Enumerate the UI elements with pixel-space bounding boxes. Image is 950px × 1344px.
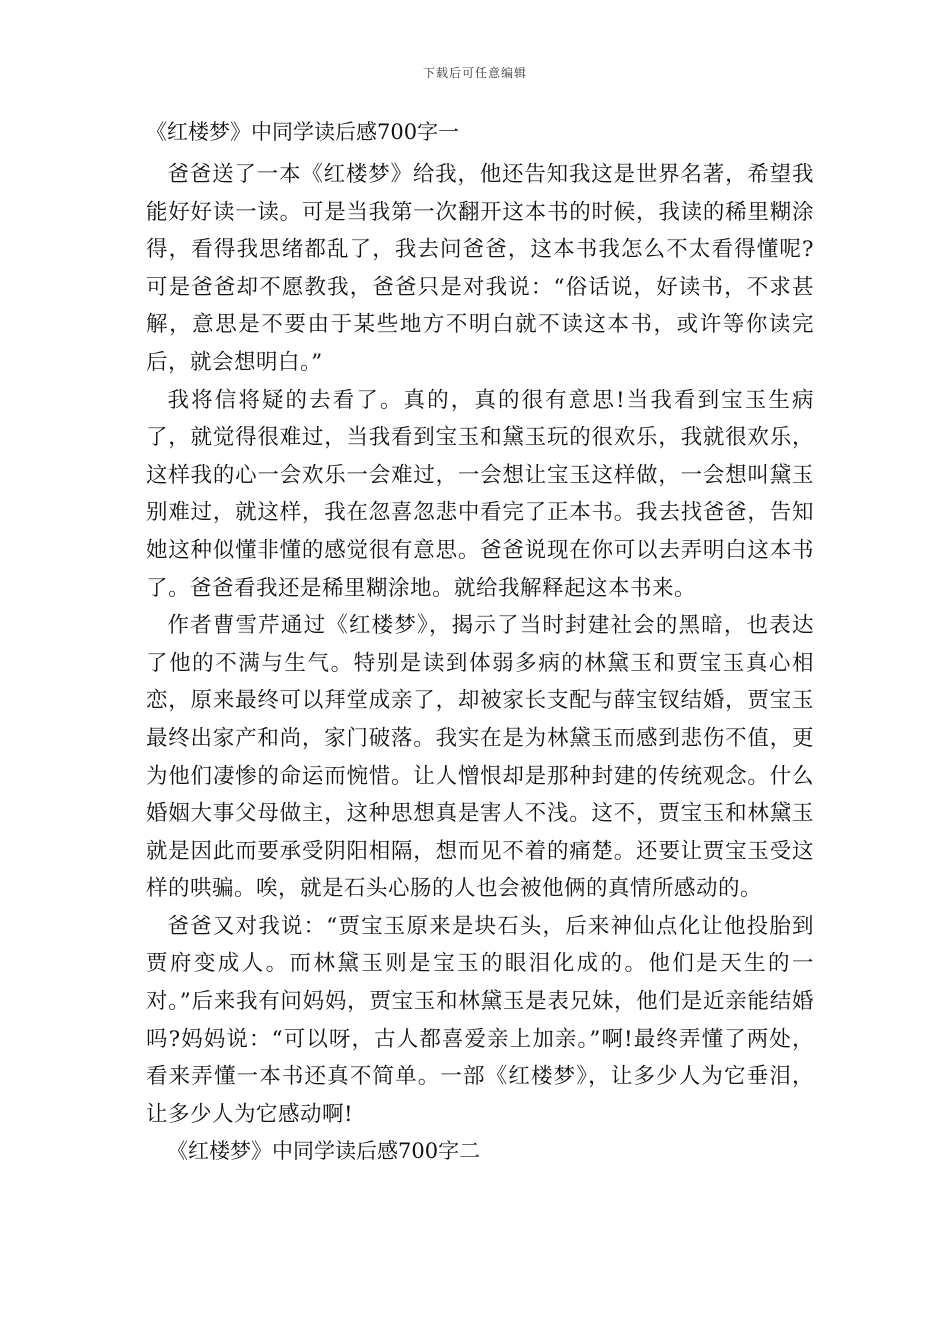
paragraph-3: 作者曹雪芹通过《红楼梦》，揭示了当时封建社会的黑暗，也表达了他的不满与生气。特别是读到体弱多病的林黛玉和贾宝玉真心相恋，原来最终可以拜堂成亲了，却被家长支配与薛宝钗结婚，贾宝玉最终出家产和尚，家门破落。我实在是为林黛玉而感到悲伤不值，更为他们凄惨的命运而惋惜。让人憎恨却是那种封建的传统观念。什么婚姻大事父母做主，这种思想真是害人不浅。这不，贾宝玉和林黛玉就是因此而要承受阴阳相隔，想而见不着的痛楚。还要让贾宝玉受这样的哄骗。唉，就是石头心肠的人也会被他俩的真情所感动的。 [146,613,814,902]
document-body [146,116,814,1170]
essay-title: 《红楼梦》中同学读后感700字一 [146,120,460,144]
next-essay-title: 《红楼梦》中同学读后感700字二 [167,1139,481,1164]
paragraph-4: 爸爸又对我说：“贾宝玉原来是块石头，后来神仙点化让他投胎到贾府变成人。而林黛玉则是宝玉的眼泪化成的。他们是天生的一对。”后来我有问妈妈，贾宝玉和林黛玉是表兄妹，他们是近亲能结婚吗?妈妈说：“可以呀，古人都喜爱亲上加亲。”啊!最终弄懂了两处，看来弄懂一本书还真不简单。一部《红楼梦》，让多少人为它垂泪，让多少人为它感动啊! [146,913,814,1127]
paragraph-2: 我将信将疑的去看了。真的，真的很有意思!当我看到宝玉生病了，就觉得很难过，当我看到宝玉和黛玉玩的很欢乐，我就很欢乐，这样我的心一会欢乐一会难过，一会想让宝玉这样做，一会想叫黛玉别难过，就这样，我在忽喜忽悲中看完了正本书。我去找爸爸，告知她这种似懂非懂的感觉很有意思。爸爸说现在你可以去弄明白这本书了。爸爸看我还是稀里糊涂地。就给我解释起这本书来。 [146,387,814,601]
paragraph-1: 爸爸送了一本《红楼梦》给我，他还告知我这是世界名著，希望我能好好读一读。可是当我第一次翻开这本书的时候，我读的稀里糊涂得，看得我思绪都乱了，我去问爸爸，这本书我怎么不太看得懂呢?可是爸爸却不愿教我，爸爸只是对我说：“俗话说，好读书，不求甚解，意思是不要由于某些地方不明白就不读这本书，或许等你读完后，就会想明白。” [146,162,814,375]
page-header: 下载后可任意编辑 [422,66,527,80]
